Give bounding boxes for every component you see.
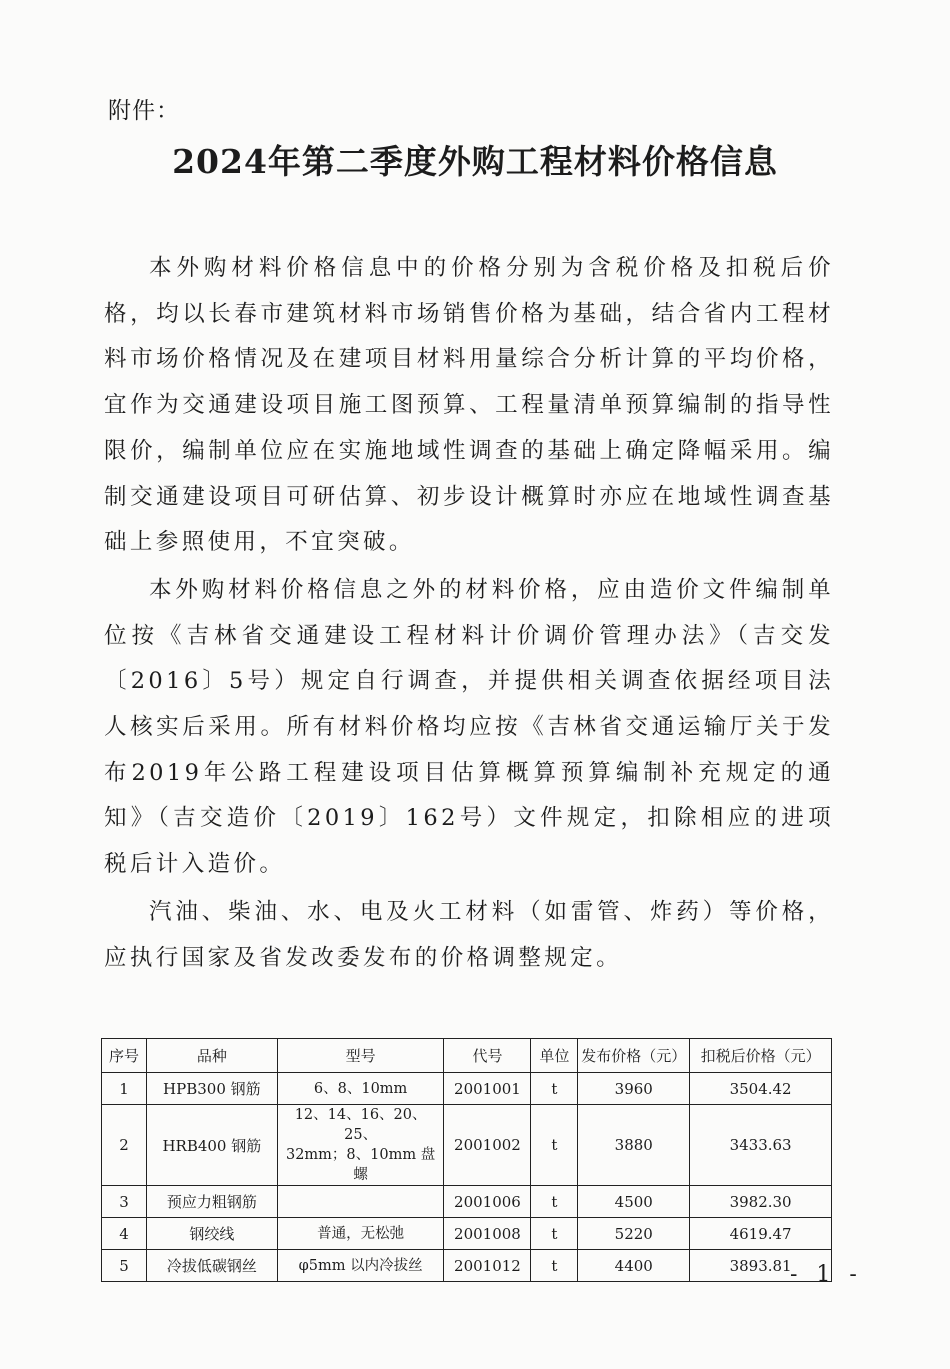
cell-net-price: 4619.47 <box>690 1218 832 1250</box>
table-row <box>102 1186 832 1218</box>
table-header-row <box>102 1039 832 1073</box>
cell-variety: 钢绞线 <box>146 1218 277 1250</box>
header-variety: 品种 <box>146 1039 277 1073</box>
table-row <box>102 1073 832 1105</box>
cell-model <box>277 1105 444 1186</box>
cell-unit: t <box>531 1186 578 1218</box>
cell-seq: 5 <box>102 1250 147 1282</box>
header-net-price: 扣税后价格（元） <box>690 1039 832 1073</box>
price-table <box>101 1038 832 1282</box>
cell-price: 3960 <box>578 1073 690 1105</box>
cell-code: 2001012 <box>444 1250 531 1282</box>
cell-seq: 2 <box>102 1105 147 1186</box>
cell-model-line: 32mm；8、10mm 盘螺 <box>285 1147 436 1183</box>
cell-code: 2001006 <box>444 1186 531 1218</box>
header-code: 代号 <box>444 1039 531 1073</box>
header-seq: 序号 <box>102 1039 147 1073</box>
cell-price: 4400 <box>578 1250 690 1282</box>
paragraph: 本外购材料价格信息中的价格分别为含税价格及扣税后价格，均以长春市建筑材料市场销售价格为基础，结合省内工程材料市场价格情况及在建项目材料用量综合分析计算的平均价格，宜作为交通建设项目施工图预算、工程量清单预算编制的指导性限价，编制单位应在实施地域性调查的基础上确定降幅采用。编制交通建设项目可研估算、初步设计概算时亦应在地域性调查基础上参照使用，不宜突破。 <box>104 255 834 556</box>
cell-code: 2001008 <box>444 1218 531 1250</box>
cell-variety: 冷拔低碳钢丝 <box>146 1250 277 1282</box>
page-number: - 1 - <box>790 1262 863 1287</box>
cell-variety: HRB400 钢筋 <box>146 1105 277 1186</box>
cell-unit: t <box>531 1105 578 1186</box>
cell-model-line: 12、14、16、20、25、 <box>294 1107 427 1143</box>
cell-seq: 3 <box>102 1186 147 1218</box>
paragraph: 本外购材料价格信息之外的材料价格，应由造价文件编制单位按《吉林省交通建设工程材料计价调价管理办法》（吉交发〔2016〕5号）规定自行调查，并提供相关调查依据经项目法人核实后采用。所有材料价格均应按《吉林省交通运输厅关于发布2019年公路工程建设项目估算概算预算编制补充规定的通知》（吉交造价〔2019〕162号）文件规定，扣除相应的进项税后计入造价。 <box>104 576 834 878</box>
cell-price: 3880 <box>578 1105 690 1186</box>
cell-code: 2001002 <box>444 1105 531 1186</box>
cell-net-price: 3433.63 <box>690 1105 832 1186</box>
cell-net-price: 3893.81 <box>690 1250 832 1282</box>
cell-code: 2001001 <box>444 1073 531 1105</box>
paragraph: 汽油、柴油、水、电及火工材料（如雷管、炸药）等价格，应执行国家及省发改委发布的价格调整规定。 <box>104 898 834 971</box>
attachment-label: 附件： <box>108 98 180 124</box>
cell-variety: 预应力粗钢筋 <box>146 1186 277 1218</box>
table-row <box>102 1218 832 1250</box>
cell-unit: t <box>531 1250 578 1282</box>
table-row <box>102 1250 832 1282</box>
cell-seq: 1 <box>102 1073 147 1105</box>
document-title: 2024年第二季度外购工程材料价格信息 <box>172 142 778 181</box>
cell-seq: 4 <box>102 1218 147 1250</box>
cell-model <box>277 1186 444 1218</box>
cell-model: 6、8、10mm <box>277 1073 444 1105</box>
document-body <box>104 246 834 983</box>
cell-variety: HPB300 钢筋 <box>146 1073 277 1105</box>
cell-price: 4500 <box>578 1186 690 1218</box>
cell-unit: t <box>531 1218 578 1250</box>
table-row <box>102 1105 832 1186</box>
cell-model: 普通，无松弛 <box>277 1218 444 1250</box>
header-price: 发布价格（元） <box>578 1039 690 1073</box>
cell-net-price: 3982.30 <box>690 1186 832 1218</box>
cell-price: 5220 <box>578 1218 690 1250</box>
header-unit: 单位 <box>531 1039 578 1073</box>
header-model: 型号 <box>277 1039 444 1073</box>
cell-unit: t <box>531 1073 578 1105</box>
cell-model: φ5mm 以内冷拔丝 <box>277 1250 444 1282</box>
cell-net-price: 3504.42 <box>690 1073 832 1105</box>
